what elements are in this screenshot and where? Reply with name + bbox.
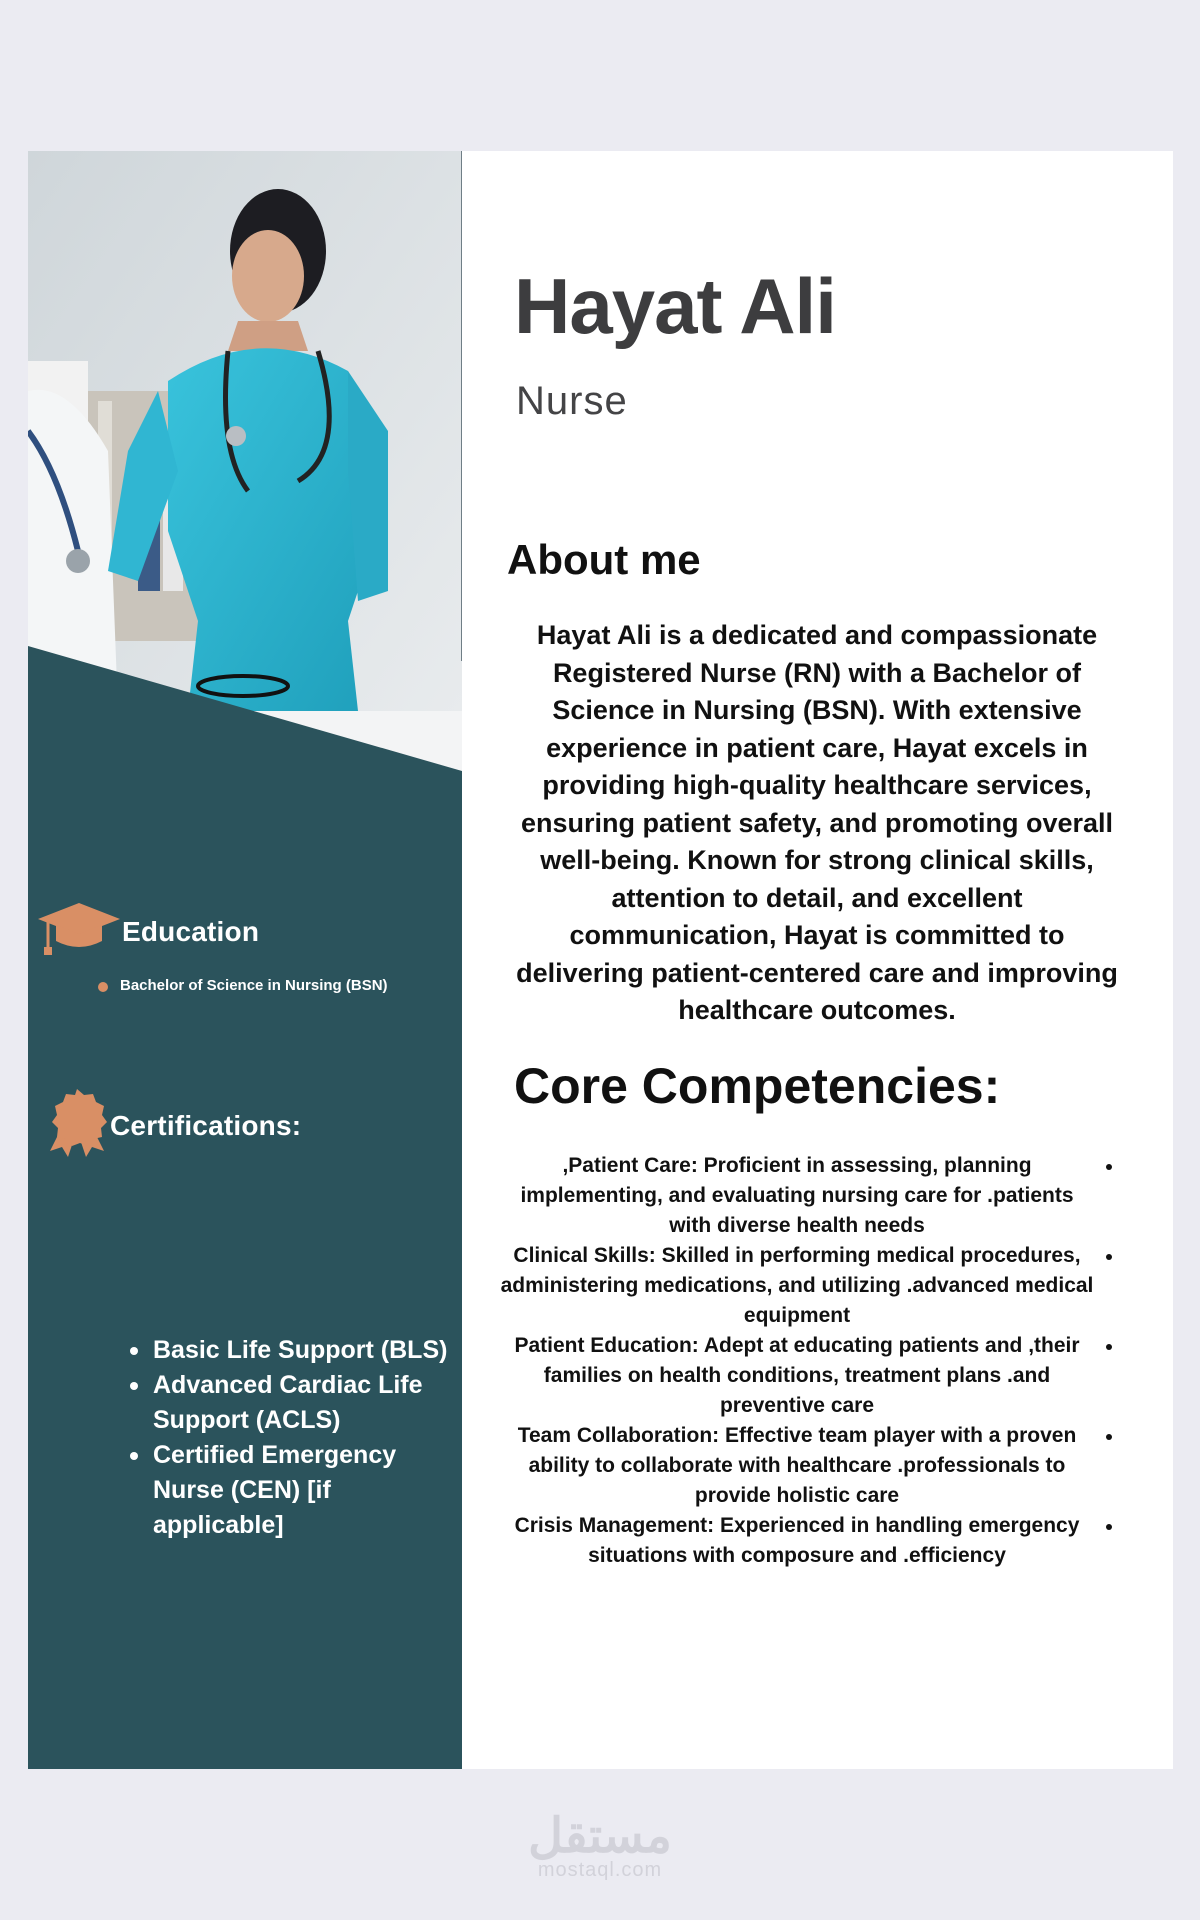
list-item: Bachelor of Science in Nursing (BSN) — [98, 977, 388, 994]
list-item: Clinical Skills: Skilled in performing medical procedures, administering medications, and utilizing .advanced medical equipment — [500, 1241, 1120, 1331]
watermark-url: mostaql.com — [537, 1859, 663, 1881]
list-item: Crisis Management: Experienced in handling emergency situations with composure and .efficiency — [500, 1511, 1120, 1571]
competencies-title: Core Competencies: — [514, 1058, 1001, 1114]
list-item: ,Patient Care: Proficient in assessing, planning implementing, and evaluating nursing care for .patients with diverse health needs — [500, 1151, 1120, 1241]
job-title: Nurse — [516, 379, 628, 423]
certifications-list — [153, 1333, 453, 1543]
person-name: Hayat Ali — [514, 262, 836, 350]
certifications-title: Certifications: — [110, 1109, 302, 1141]
watermark-logo: مستقل — [528, 1810, 672, 1863]
list-item: Certified Emergency Nurse (CEN) [if applicable] — [153, 1438, 453, 1543]
list-item: Team Collaboration: Effective team player with a proven ability to collaborate with healthcare .professionals to provide holistic care — [500, 1421, 1120, 1511]
about-title: About me — [507, 536, 701, 583]
about-text: Hayat Ali is a dedicated and compassionate Registered Nurse (RN) with a Bachelor of Science in Nursing (BSN). With extensive experience in patient care, Hayat excels in providing high-quality healthcare services, ensuring patient safety, and promoting overall well-being. Known for strong clinical skills, attention to detail, and excellent communication, Hayat is committed to delivering patient-centered care and improving healthcare outcomes. — [516, 620, 1118, 1025]
sidebar — [28, 151, 462, 1769]
list-item: Basic Life Support (BLS) — [153, 1333, 453, 1368]
education-header — [36, 901, 259, 962]
certifications-header — [44, 1087, 301, 1164]
competencies-list — [500, 1151, 1120, 1571]
resume-card — [28, 151, 1173, 1769]
education-title: Education — [122, 915, 260, 947]
photo-divider — [461, 151, 462, 661]
award-badge-icon — [44, 1087, 110, 1164]
list-item: Advanced Cardiac Life Support (ACLS) — [153, 1368, 453, 1438]
list-item: Patient Education: Adept at educating patients and ,their families on health conditions, treatment plans .and preventive care — [500, 1331, 1120, 1421]
education-list — [98, 977, 388, 994]
graduation-cap-icon — [36, 901, 122, 962]
